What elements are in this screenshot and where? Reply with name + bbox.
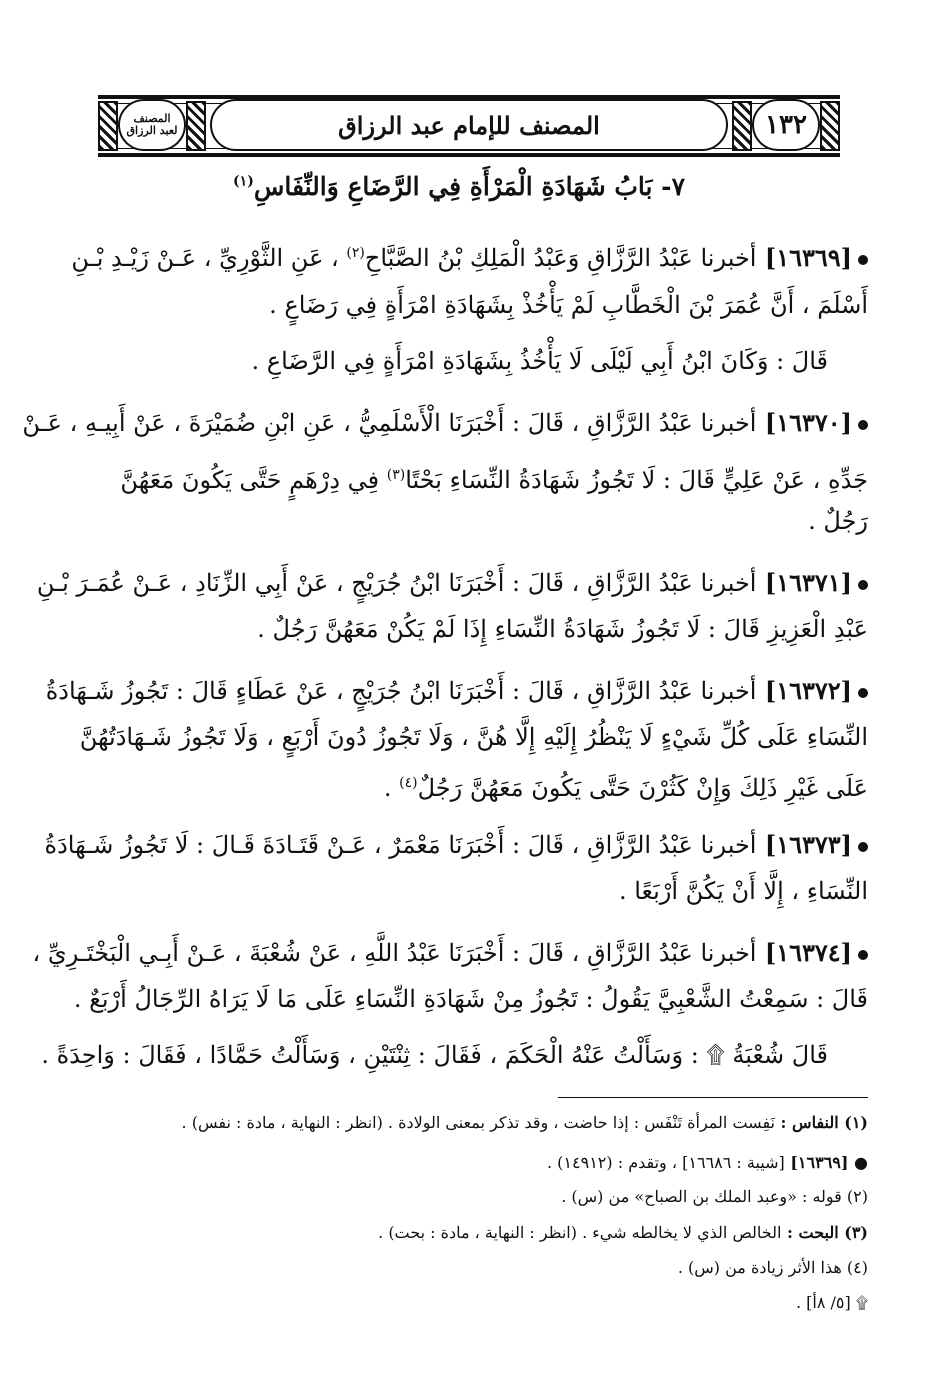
ornament-right-outer [820, 101, 840, 151]
line-text: النِّسَاءِ عَلَى كُلِّ شَيْءٍ لَا يَنْظُرُ إِلَيْهِ إِلَّا هُنَّ ، وَلَا تَجُوزُ دُونَ أَرْبَعٍ ، وَلَا تَجُوزُ شَـهَادَتُهُنَّ [79, 723, 868, 751]
footnote-label: (١) النفاس : [774, 1113, 868, 1132]
hadith-number: [١٦٣٧١] [756, 568, 852, 597]
bullet-icon [858, 842, 868, 852]
line-text: عَبْدِ الْعَزِيزِ قَالَ : لَا تَجُوزُ شَهَادَةُ النِّسَاءِ إِذَا لَمْ يَكُنْ مَعَهُنَّ رَجُلٌ . [257, 615, 868, 643]
text-line [46, 676, 868, 706]
line-text-tail: فِي دِرْهَمٍ حَتَّى يَكُونَ مَعَهُنَّ [120, 466, 387, 494]
title-cartouche [210, 99, 728, 151]
text-line [384, 768, 868, 803]
footnote-text: (٤) هذا الأثر زيادة من (س) . [677, 1258, 868, 1277]
line-text: قَالَ : سَمِعْتُ الشَّعْبِيَّ يَقُولُ : تَجُوزُ مِنْ شَهَادَةِ النِّسَاءِ عَلَى مَا لَا يَرَاهُ الرِّجَالُ أَرْبَعٌ . [73, 985, 868, 1013]
text-line [269, 290, 868, 320]
running-header [98, 95, 840, 157]
line-text: أخبرنا عَبْدُ الرَّزَّاقِ ، قَالَ : أَخْبَرَنَا عَبْدُ اللَّهِ ، عَنْ شُعْبَةَ ، عَـنْ أَبِـي الْبَخْتَـرِيِّ ، [32, 939, 757, 967]
bullet-icon [858, 950, 868, 960]
text-line [71, 238, 868, 273]
hadith-number: [١٦٣٦٩] [756, 243, 852, 272]
running-title: المصنف للإمام عبد الرزاق [338, 110, 600, 140]
line-text: أخبرنا عَبْدُ الرَّزَّاقِ وَعَبْدُ الْمَلِكِ بْنُ الصَّبَّاحِ [364, 244, 757, 272]
footnote-label: (٣) البحت : [781, 1223, 868, 1242]
line-text: أخبرنا عَبْدُ الرَّزَّاقِ ، قَالَ : أَخْبَرَنَا ابْنُ جُرَيْجٍ ، عَنْ عَطَاءٍ قَالَ : تَجُوزُ شَـهَادَةُ [45, 677, 757, 705]
seal-line-1: المصنف [133, 112, 171, 125]
text-line [619, 876, 868, 906]
ornament-left-outer [98, 101, 118, 151]
footnote [796, 1292, 868, 1314]
footnote [561, 1186, 868, 1208]
line-text-tail: . [383, 774, 400, 802]
line-text: رَجُلٌ . [808, 507, 868, 535]
footnote-text: (٢) قوله : «وعبد الملك بن الصباح» من (س) . [561, 1187, 868, 1206]
chapter-heading-text: ٧- بَابُ شَهَادَةِ الْمَرْأَةِ فِي الرَّضَاعِ وَالنِّفَاسِ [253, 172, 685, 201]
footnote-text: الخالص الذي لا يخالطه شيء . (انظر : النهاية ، مادة : بحت) . [378, 1223, 782, 1242]
hadith-number: [١٦٣٧٠] [756, 408, 852, 437]
line-text: أخبرنا عَبْدُ الرَّزَّاقِ ، قَالَ : أَخْبَرَنَا مَعْمَرٌ ، عَـنْ قَتَـادَةَ قَـالَ : لَا تَجُوزُ شَـهَادَةُ [44, 831, 757, 859]
footnote-rule [558, 1097, 868, 1098]
seal-cartouche [118, 99, 186, 151]
text-line [252, 346, 828, 376]
line-text: جَدِّهِ ، عَنْ عَلِيٍّ قَالَ : لَا تَجُوزُ شَهَادَةُ النِّسَاءِ بَحْتًا [405, 466, 868, 494]
line-text: النِّسَاءِ ، إِلَّا أَنْ يَكُنَّ أَرْبَعًا . [618, 877, 868, 905]
hadith-number: [١٦٣٧٢] [756, 676, 852, 705]
text-line [257, 614, 868, 644]
bullet-icon [858, 255, 868, 265]
footnote [378, 1222, 868, 1244]
text-line [808, 506, 868, 536]
page-number: ١٣٢ [765, 110, 807, 140]
chapter-heading-note: (١) [233, 173, 254, 190]
bullet-icon [858, 688, 868, 698]
footnote [547, 1152, 868, 1174]
text-line [80, 722, 868, 752]
line-text: أخبرنا عَبْدُ الرَّزَّاقِ ، قَالَ : أَخْبَرَنَا ابْنُ جُرَيْجٍ ، عَنْ أَبِي الزِّنَادِ ، عَـنْ عُمَـرَ بْـنِ [36, 569, 757, 597]
text-line [74, 984, 868, 1014]
text-line [41, 1040, 828, 1070]
line-text: أَسْلَمَ ، أَنَّ عُمَرَ بْنَ الْخَطَّابِ لَمْ يَأْخُذْ بِشَهَادَةِ امْرَأَةٍ فِي رَضَاعٍ . [269, 291, 868, 319]
seal-line-2: لعبد الرزاق [126, 124, 178, 137]
bullet-icon [858, 420, 868, 430]
line-text: أخبرنا عَبْدُ الرَّزَّاقِ ، قَالَ : أَخْبَرَنَا الْأَسْلَمِيُّ ، عَنِ ابْنِ ضُمَيْرَةَ ، عَنْ أَبِيـهِ ، عَـنْ [22, 409, 757, 437]
line-text-tail: ، عَنِ الثَّوْرِيِّ ، عَـنْ زَيْـدِ بْـنِ [71, 244, 347, 272]
line-text: عَلَى غَيْرِ ذَلِكَ وَإِنْ كَثُرْنَ حَتَّى يَكُونَ مَعَهُنَّ رَجُلٌ [417, 774, 868, 802]
bullet-icon [858, 580, 868, 590]
hadith-number: [١٦٣٧٣] [756, 830, 852, 859]
footnote-ref: (٣) [386, 467, 406, 483]
text-line [22, 408, 868, 438]
text-line [33, 938, 868, 968]
line-text: قَالَ شُعْبَةُ ۩ : وَسَأَلْتُ عَنْهُ الْحَكَمَ ، فَقَالَ : ثِنْتَيْنِ ، وَسَأَلْتُ حَمَّادًا ، فَقَالَ : وَاحِدَةً . [41, 1041, 828, 1069]
footnote-label: ● [١٦٣٦٩] [784, 1153, 868, 1172]
line-text: قَالَ : وَكَانَ ابْنُ أَبِي لَيْلَى لَا يَأْخُذُ بِشَهَادَةِ امْرَأَةٍ فِي الرَّضَاعِ . [251, 347, 828, 375]
hadith-number: [١٦٣٧٤] [756, 938, 852, 967]
ornament-right-inner [732, 101, 752, 151]
page-number-cartouche [752, 99, 820, 151]
footnote [678, 1257, 868, 1279]
ornament-left-inner [186, 101, 206, 151]
footnote-text: ۩ [٥/ ٨أ] . [795, 1293, 868, 1312]
chapter-heading [233, 172, 685, 201]
footnote-text: [شيبة : ١٦٦٨٦] ، وتقدم : (١٤٩١٢) . [547, 1153, 785, 1172]
footnote-text: نَفِست المرأة تَنْفَس : إذا حاضت ، وقد تذكر بمعنى الولادة . (انظر : النهاية ، مادة : نفس) . [181, 1113, 775, 1132]
footnote-ref: (٢) [346, 245, 365, 261]
text-line [120, 460, 868, 495]
text-line [37, 568, 868, 598]
footnote [182, 1112, 868, 1134]
footnote-ref: (٤) [399, 775, 418, 791]
text-line [45, 830, 868, 860]
